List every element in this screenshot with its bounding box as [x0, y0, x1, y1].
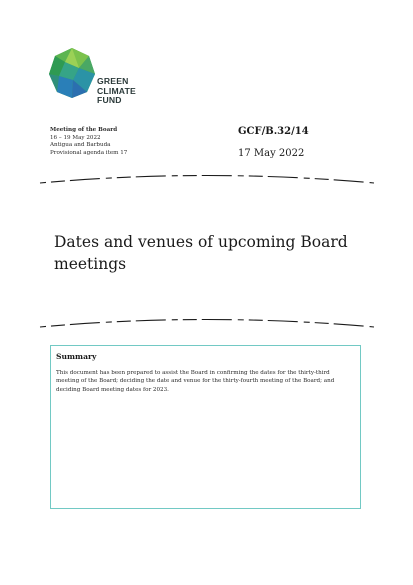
- logo-line-climate: CLIMATE: [97, 85, 136, 96]
- document-symbol: GCF/B.32/14: [238, 126, 309, 137]
- summary-box: [50, 345, 361, 509]
- meeting-agenda-item: Provisional agenda item 17: [50, 149, 128, 156]
- document-date: 17 May 2022: [238, 148, 305, 159]
- document-title: Dates and venues of upcoming Board meetings: [54, 233, 348, 273]
- meeting-dates: 16 – 19 May 2022: [50, 134, 101, 141]
- meeting-location: Antigua and Barbuda: [50, 142, 111, 149]
- logo-wordmark: [97, 77, 136, 106]
- top-divider: [38, 170, 376, 186]
- logo-line-green: GREEN: [97, 76, 129, 86]
- summary-text: This document has been prepared to assist the Board in confirming the dates for the thirty-third meeting of the Board; deciding the date and venue for the thirty-fourth meeting of the Board; and deciding Board meeting dates for 2023.: [56, 370, 335, 393]
- meeting-heading: Meeting of the Board: [50, 127, 118, 133]
- summary-heading: Summary: [56, 352, 97, 361]
- meeting-info: [50, 127, 127, 157]
- logo-line-fund: FUND: [97, 95, 122, 106]
- gcf-logo-icon: [49, 48, 95, 102]
- bottom-divider: [38, 314, 376, 330]
